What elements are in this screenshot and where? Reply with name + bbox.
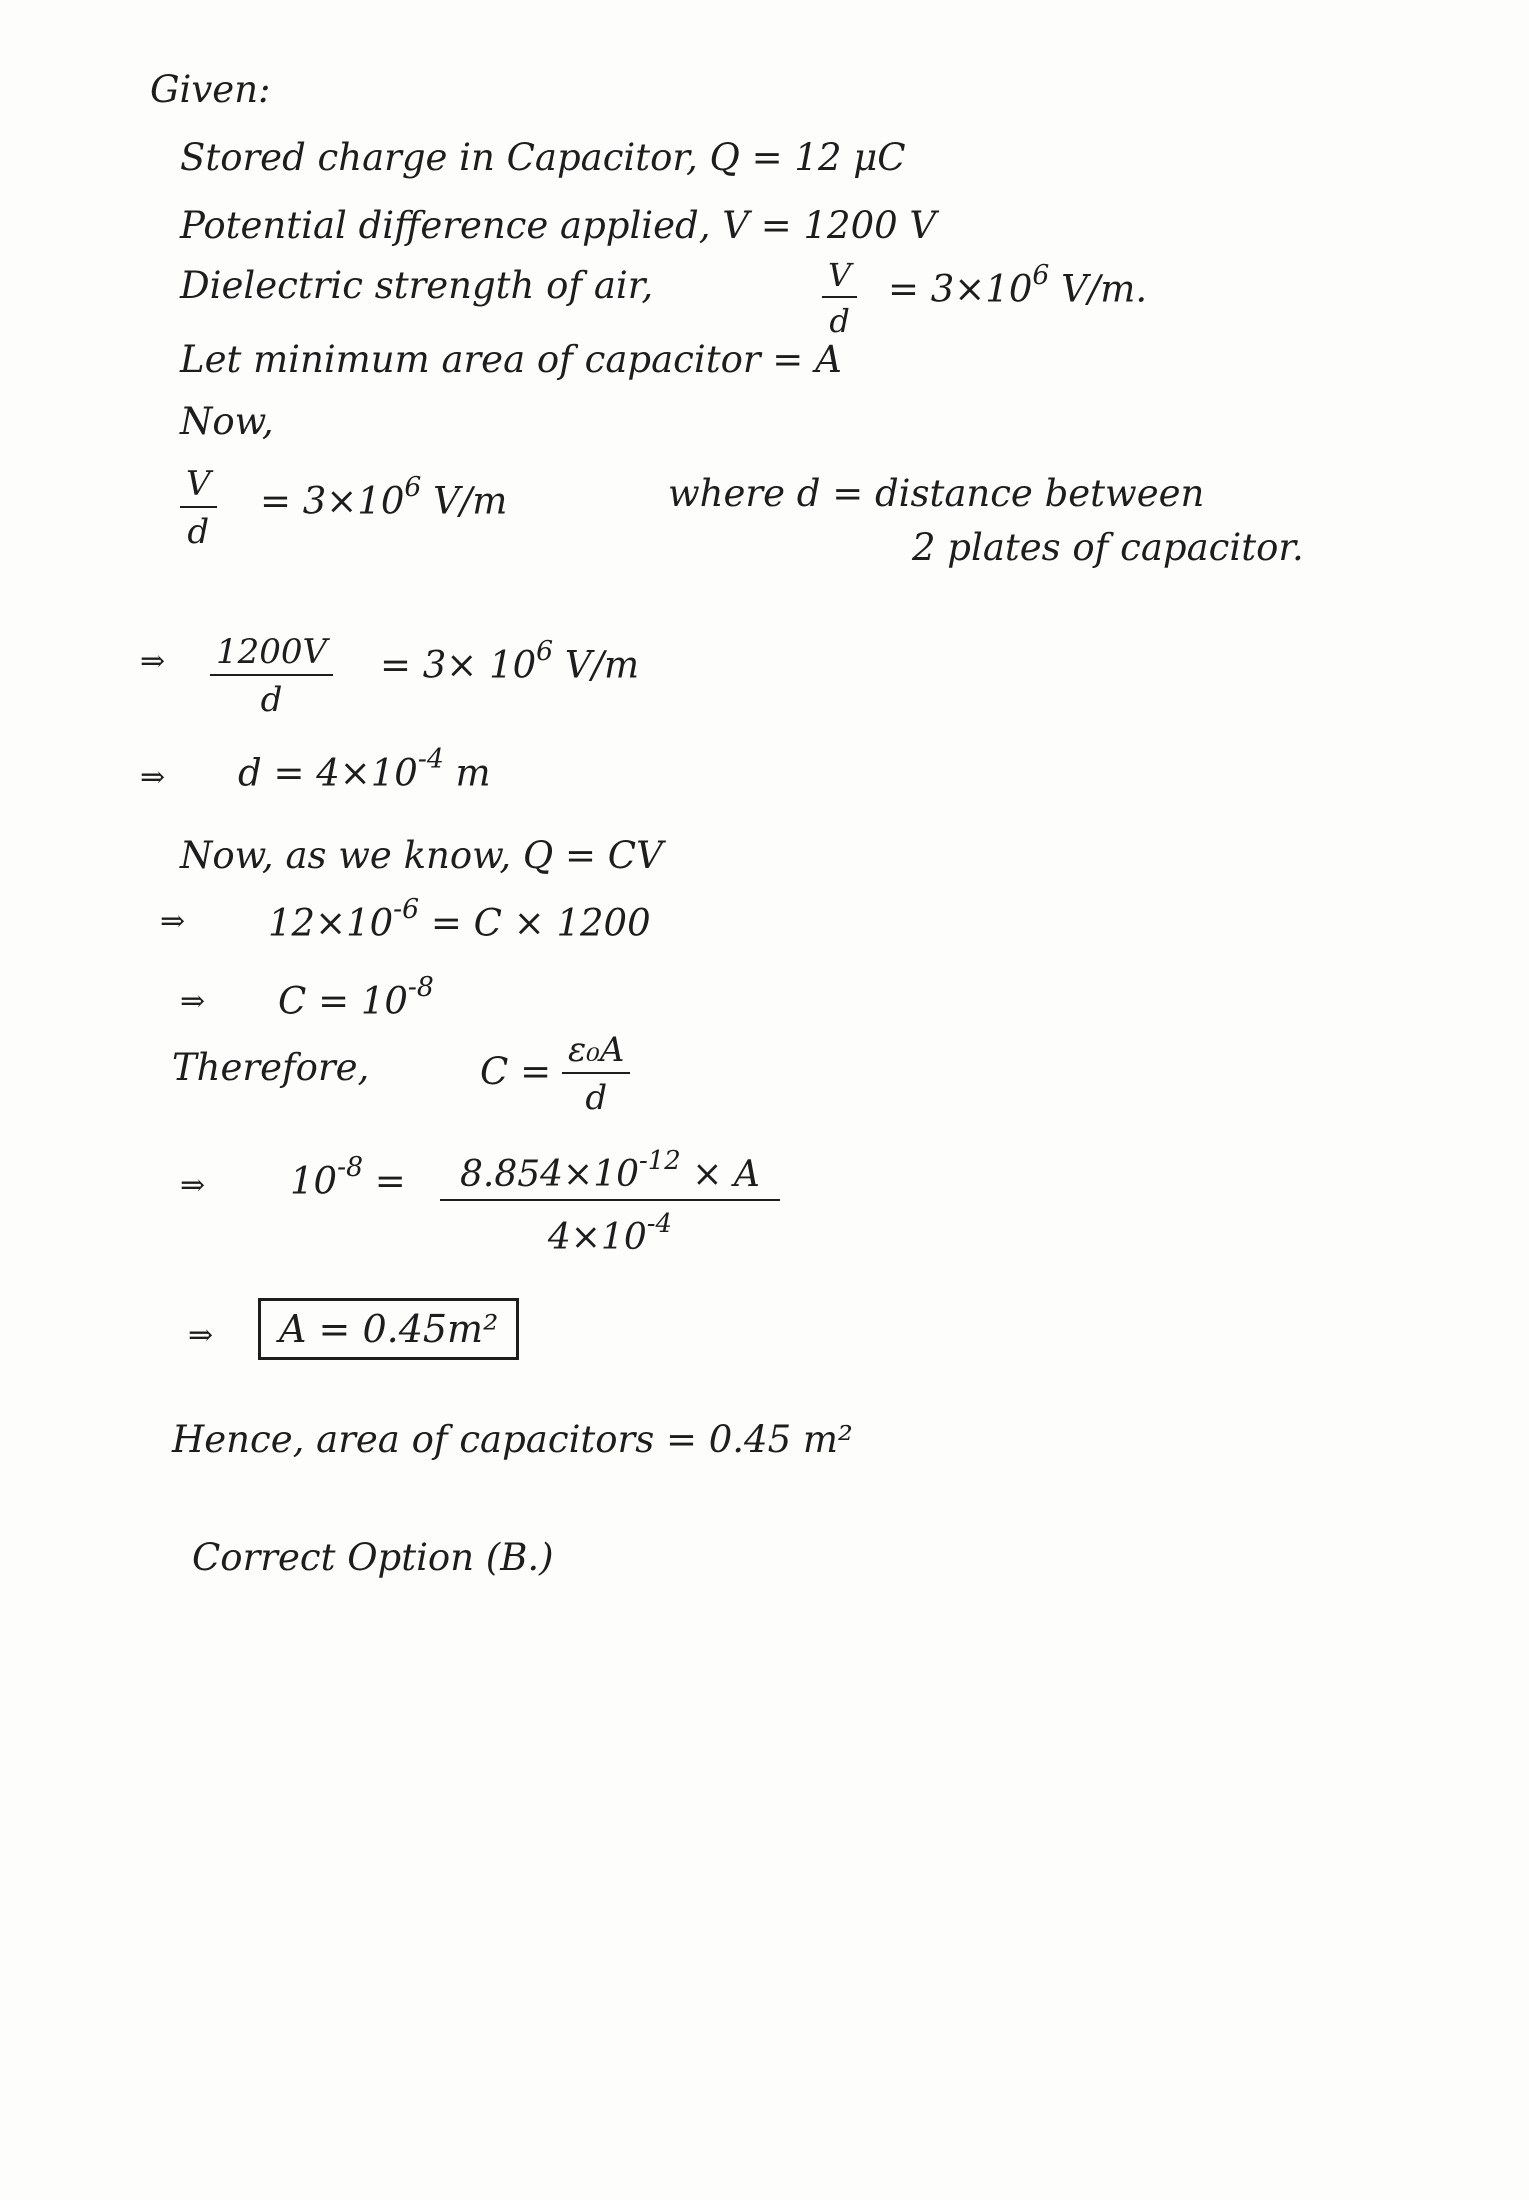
given-heading: Given: (150, 68, 271, 111)
v-over-d-denominator: d (187, 512, 210, 552)
boxed-answer: A = 0.45m² (258, 1298, 519, 1360)
1200v-numerator: 1200V (210, 632, 333, 676)
let-line: Let minimum area of capacitor = A (180, 338, 842, 381)
charge-equation (268, 894, 651, 945)
distance-unit: m (455, 751, 491, 795)
v-over-d-value (260, 472, 508, 523)
area-lhs-base: 10 (290, 1159, 338, 1203)
1200v-value (380, 636, 640, 687)
stored-charge-line: Stored charge in Capacitor, Q = 12 μC (180, 136, 906, 179)
v-over-d-value-text: = 3×10 (260, 479, 405, 523)
v-over-d-fraction (180, 464, 217, 552)
1200v-value-text: = 3× 10 (380, 643, 537, 687)
area-equals: = (374, 1159, 406, 1203)
area-den-exponent: -4 (646, 1209, 672, 1240)
dielectric-numerator: V (822, 256, 857, 298)
area-equation-lhs (290, 1152, 406, 1203)
where-line-1: where d = distance between (668, 472, 1205, 515)
v-over-d-exponent: 6 (404, 472, 422, 504)
implies-arrow-2: ⇒ (140, 760, 166, 795)
dielectric-value-text: = 3×10 (888, 267, 1033, 311)
dielectric-exponent: 6 (1032, 260, 1050, 292)
distance-lhs: d = 4×10 (238, 751, 418, 795)
implies-arrow-4: ⇒ (180, 984, 206, 1019)
v-over-d-numerator: V (180, 464, 217, 508)
area-equation-denominator (548, 1201, 672, 1258)
capacitance-result (278, 972, 434, 1023)
1200v-unit: V/m (564, 643, 640, 687)
area-num-times-a: × A (692, 1154, 760, 1195)
area-lhs-exponent: -8 (337, 1152, 364, 1184)
dielectric-denominator: d (829, 302, 850, 340)
capacitance-formula-lhs: C = (480, 1050, 552, 1093)
area-num-base: 8.854×10 (460, 1154, 640, 1195)
capacitance-formula-denominator: d (585, 1078, 608, 1118)
correct-option-line: Correct Option (B.) (192, 1536, 554, 1579)
distance-result (238, 744, 491, 795)
charge-rhs: = C × 1200 (430, 901, 651, 945)
therefore-label: Therefore, (172, 1046, 370, 1089)
1200v-denominator: d (260, 680, 283, 720)
dielectric-fraction (822, 256, 857, 340)
charge-lhs: 12×10 (268, 901, 394, 945)
dielectric-value (888, 260, 1148, 311)
capacitance-exponent: -8 (407, 972, 434, 1004)
dielectric-label: Dielectric strength of air, (180, 264, 654, 307)
potential-difference-line: Potential difference applied, V = 1200 V (180, 204, 937, 247)
q-equals-cv-line: Now, as we know, Q = CV (180, 834, 663, 877)
dielectric-unit: V/m. (1061, 267, 1148, 311)
implies-arrow-5: ⇒ (180, 1168, 206, 1203)
1200v-exponent: 6 (536, 636, 554, 668)
hence-line: Hence, area of capacitors = 0.45 m² (172, 1418, 853, 1461)
implies-arrow-6: ⇒ (188, 1318, 214, 1353)
v-over-d-unit: V/m (433, 479, 508, 523)
area-num-exponent: -12 (639, 1146, 681, 1177)
now-label: Now, (180, 400, 274, 443)
charge-exponent: -6 (393, 894, 420, 926)
capacitance-formula-fraction (562, 1030, 630, 1118)
area-equation-numerator (440, 1146, 780, 1201)
capacitance-formula-numerator: ε₀A (562, 1030, 630, 1074)
where-line-2: 2 plates of capacitor. (912, 526, 1304, 569)
1200v-over-d-fraction (210, 632, 333, 720)
implies-arrow-3: ⇒ (160, 904, 186, 939)
area-den-base: 4×10 (547, 1217, 647, 1258)
area-equation-fraction (440, 1146, 780, 1258)
distance-exponent: -4 (417, 744, 444, 776)
implies-arrow-1: ⇒ (140, 644, 166, 679)
capacitance-lhs: C = 10 (278, 979, 408, 1023)
